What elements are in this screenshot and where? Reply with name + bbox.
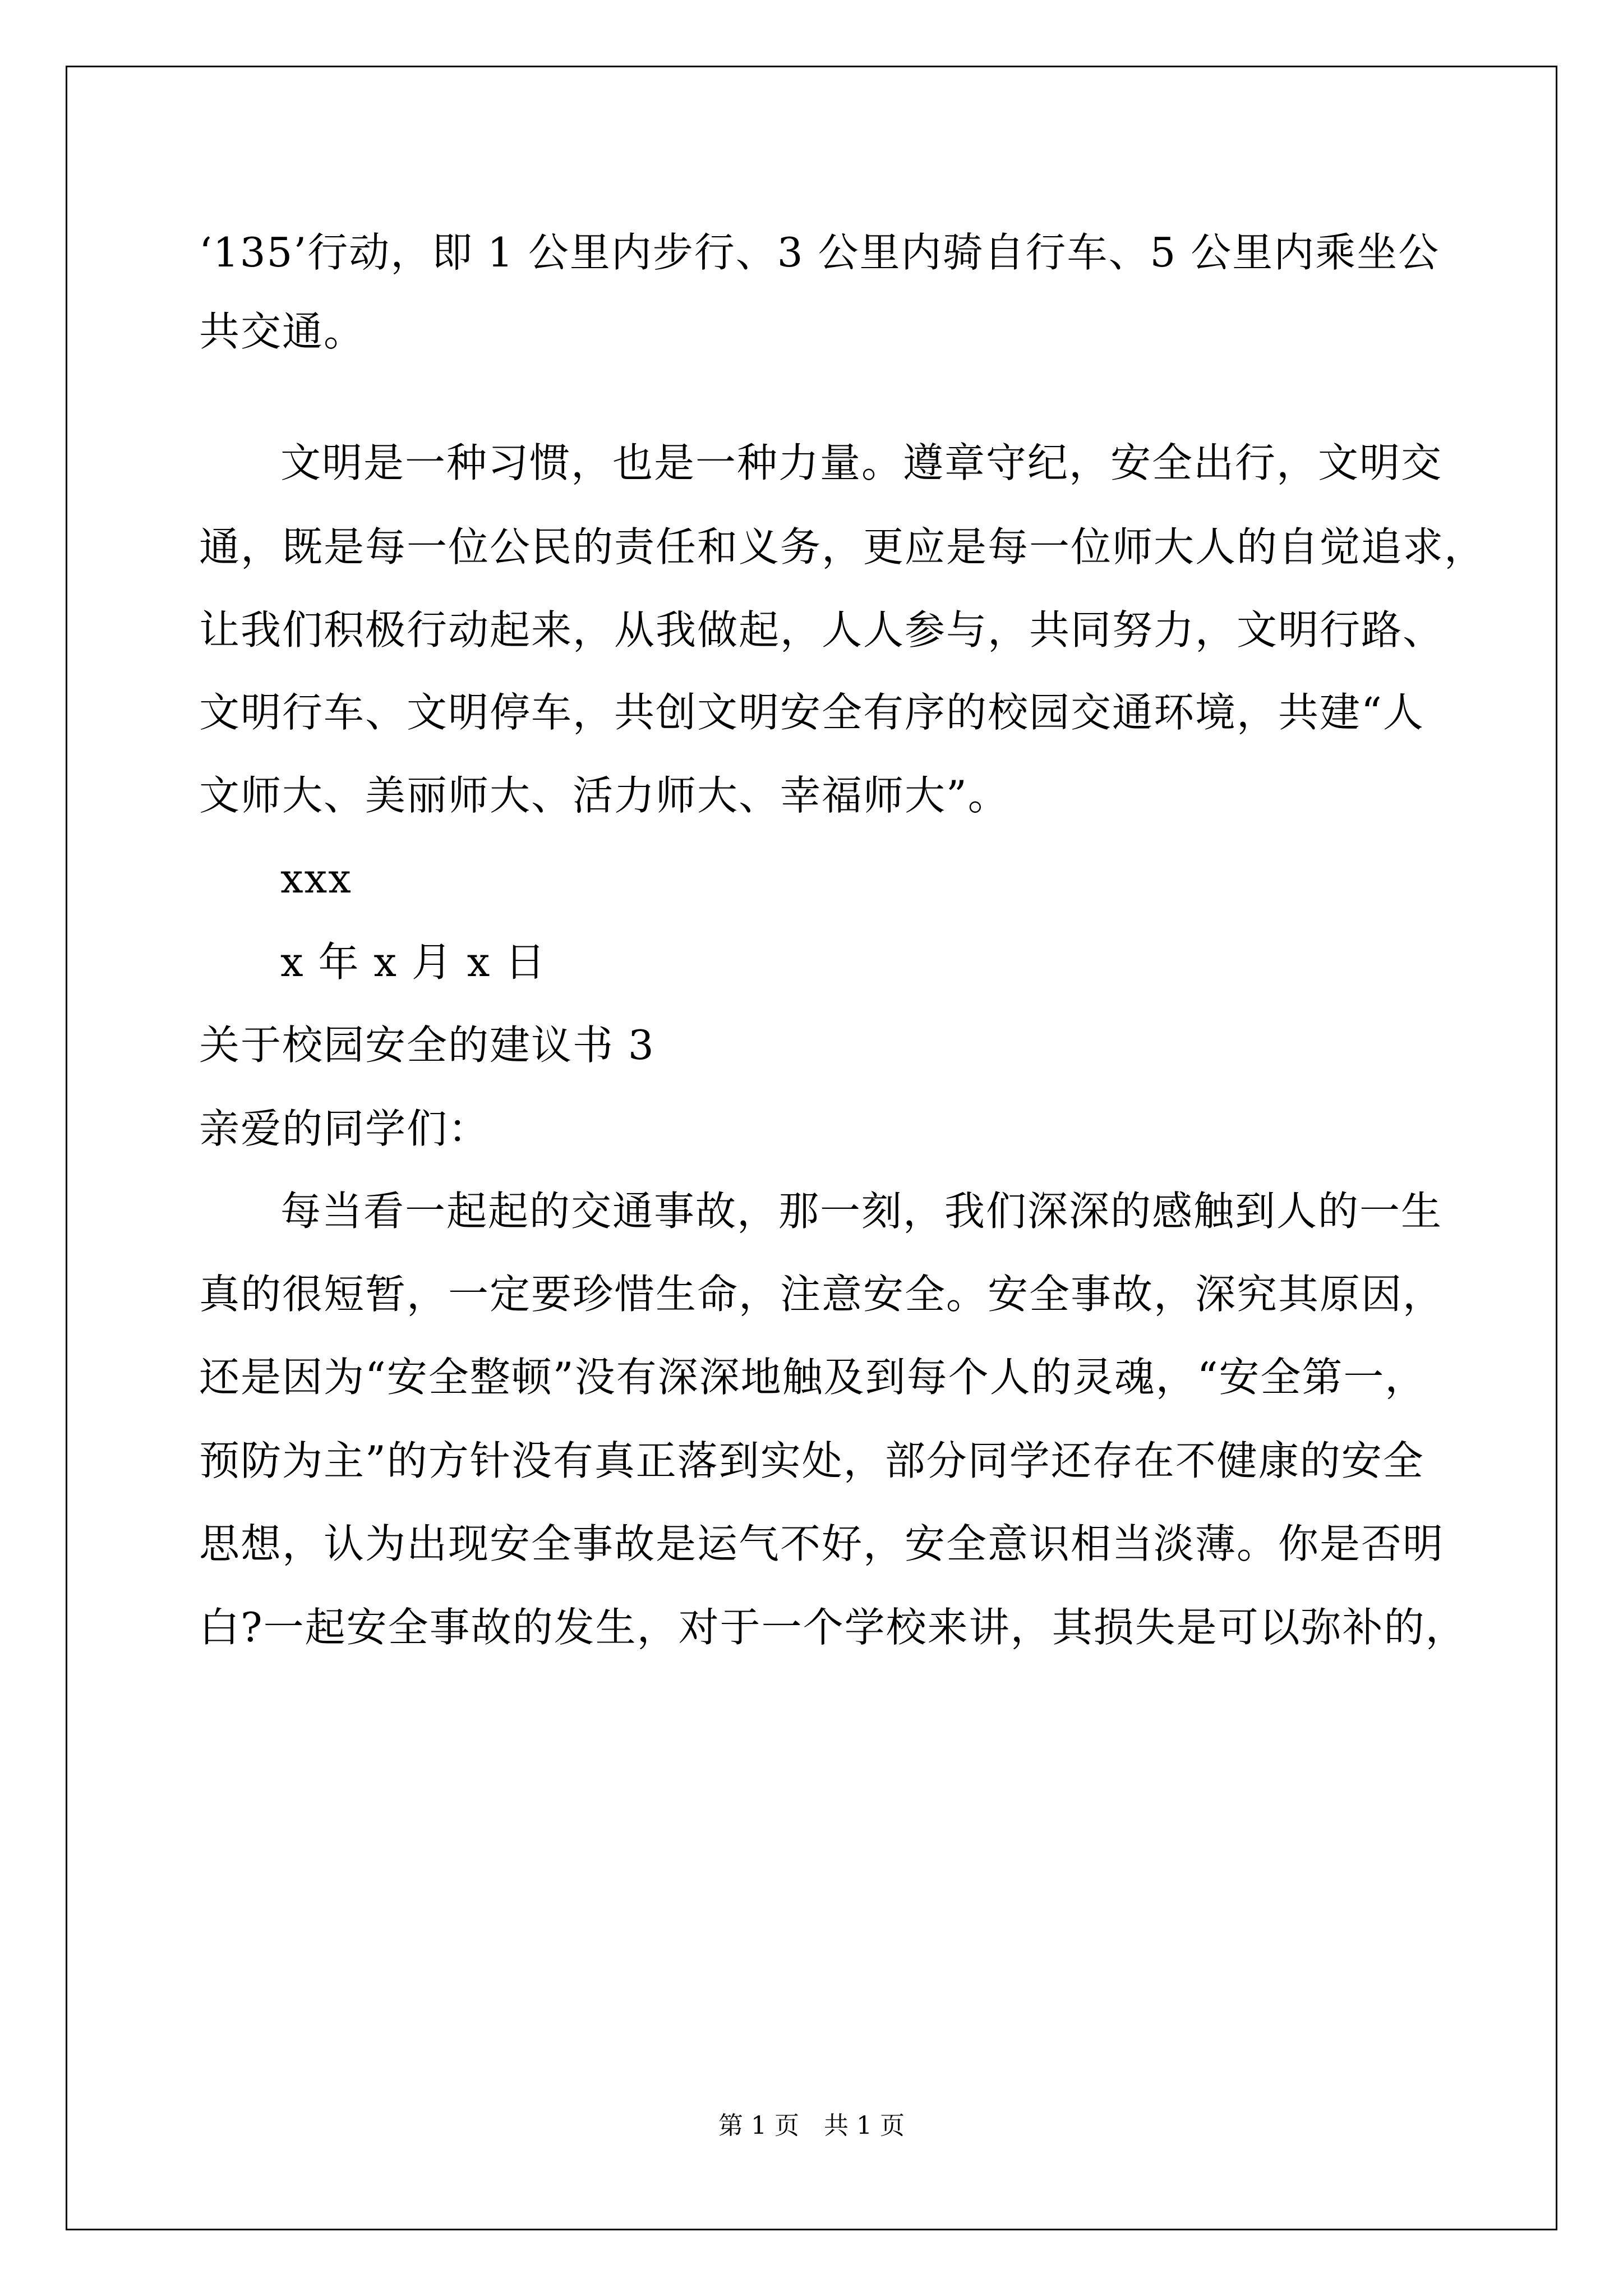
text-line: 预防为主”的方针没有真正落到实处，部分同学还存在不健康的安全 [199, 1437, 1424, 1484]
text-line: 思想，认为出现安全事故是运气不好，安全意识相当淡薄。你是否明 [199, 1520, 1445, 1567]
text-line: 还是因为“安全整顿”没有深深地触及到每个人的灵魂，“安全第一， [199, 1354, 1427, 1401]
text-line: 文师大、美丽师大、活力师大、幸福师大”。 [199, 772, 1009, 819]
text-line: 文明是一种习惯，也是一种力量。遵章守纪，安全出行，文明交 [280, 439, 1443, 486]
text-line: 文明行车、文明停车，共创文明安全有序的校园交通环境，共建“人 [199, 689, 1424, 736]
text-line: ‘135’行动，即 1 公里内步行、3 公里内骑自行车、5 公里内乘坐公 [199, 229, 1440, 276]
text-line: 通，既是每一位公民的责任和义务，更应是每一位师大人的自觉追求， [199, 523, 1486, 570]
text-line: 真的很短暂，一定要珍惜生命，注意安全。安全事故，深究其原因， [199, 1271, 1445, 1318]
text-line: 共交通。 [199, 308, 366, 355]
text-line: 白?一起安全事故的发生，对于一个学校来讲，其损失是可以弥补的， [199, 1604, 1467, 1651]
signature-line: xxx [280, 855, 352, 902]
salutation: 亲爱的同学们： [199, 1105, 490, 1152]
text-line: 每当看一起起的交通事故，那一刻，我们深深的感触到人的一生 [280, 1188, 1443, 1235]
text-line: 让我们积极行动起来，从我做起，人人参与，共同努力，文明行路、 [199, 606, 1445, 654]
page-number: 第 1 页 共 1 页 [718, 2111, 905, 2140]
section-title: 关于校园安全的建议书 3 [199, 1022, 655, 1069]
date-line: x 年 x 月 x 日 [280, 938, 547, 986]
